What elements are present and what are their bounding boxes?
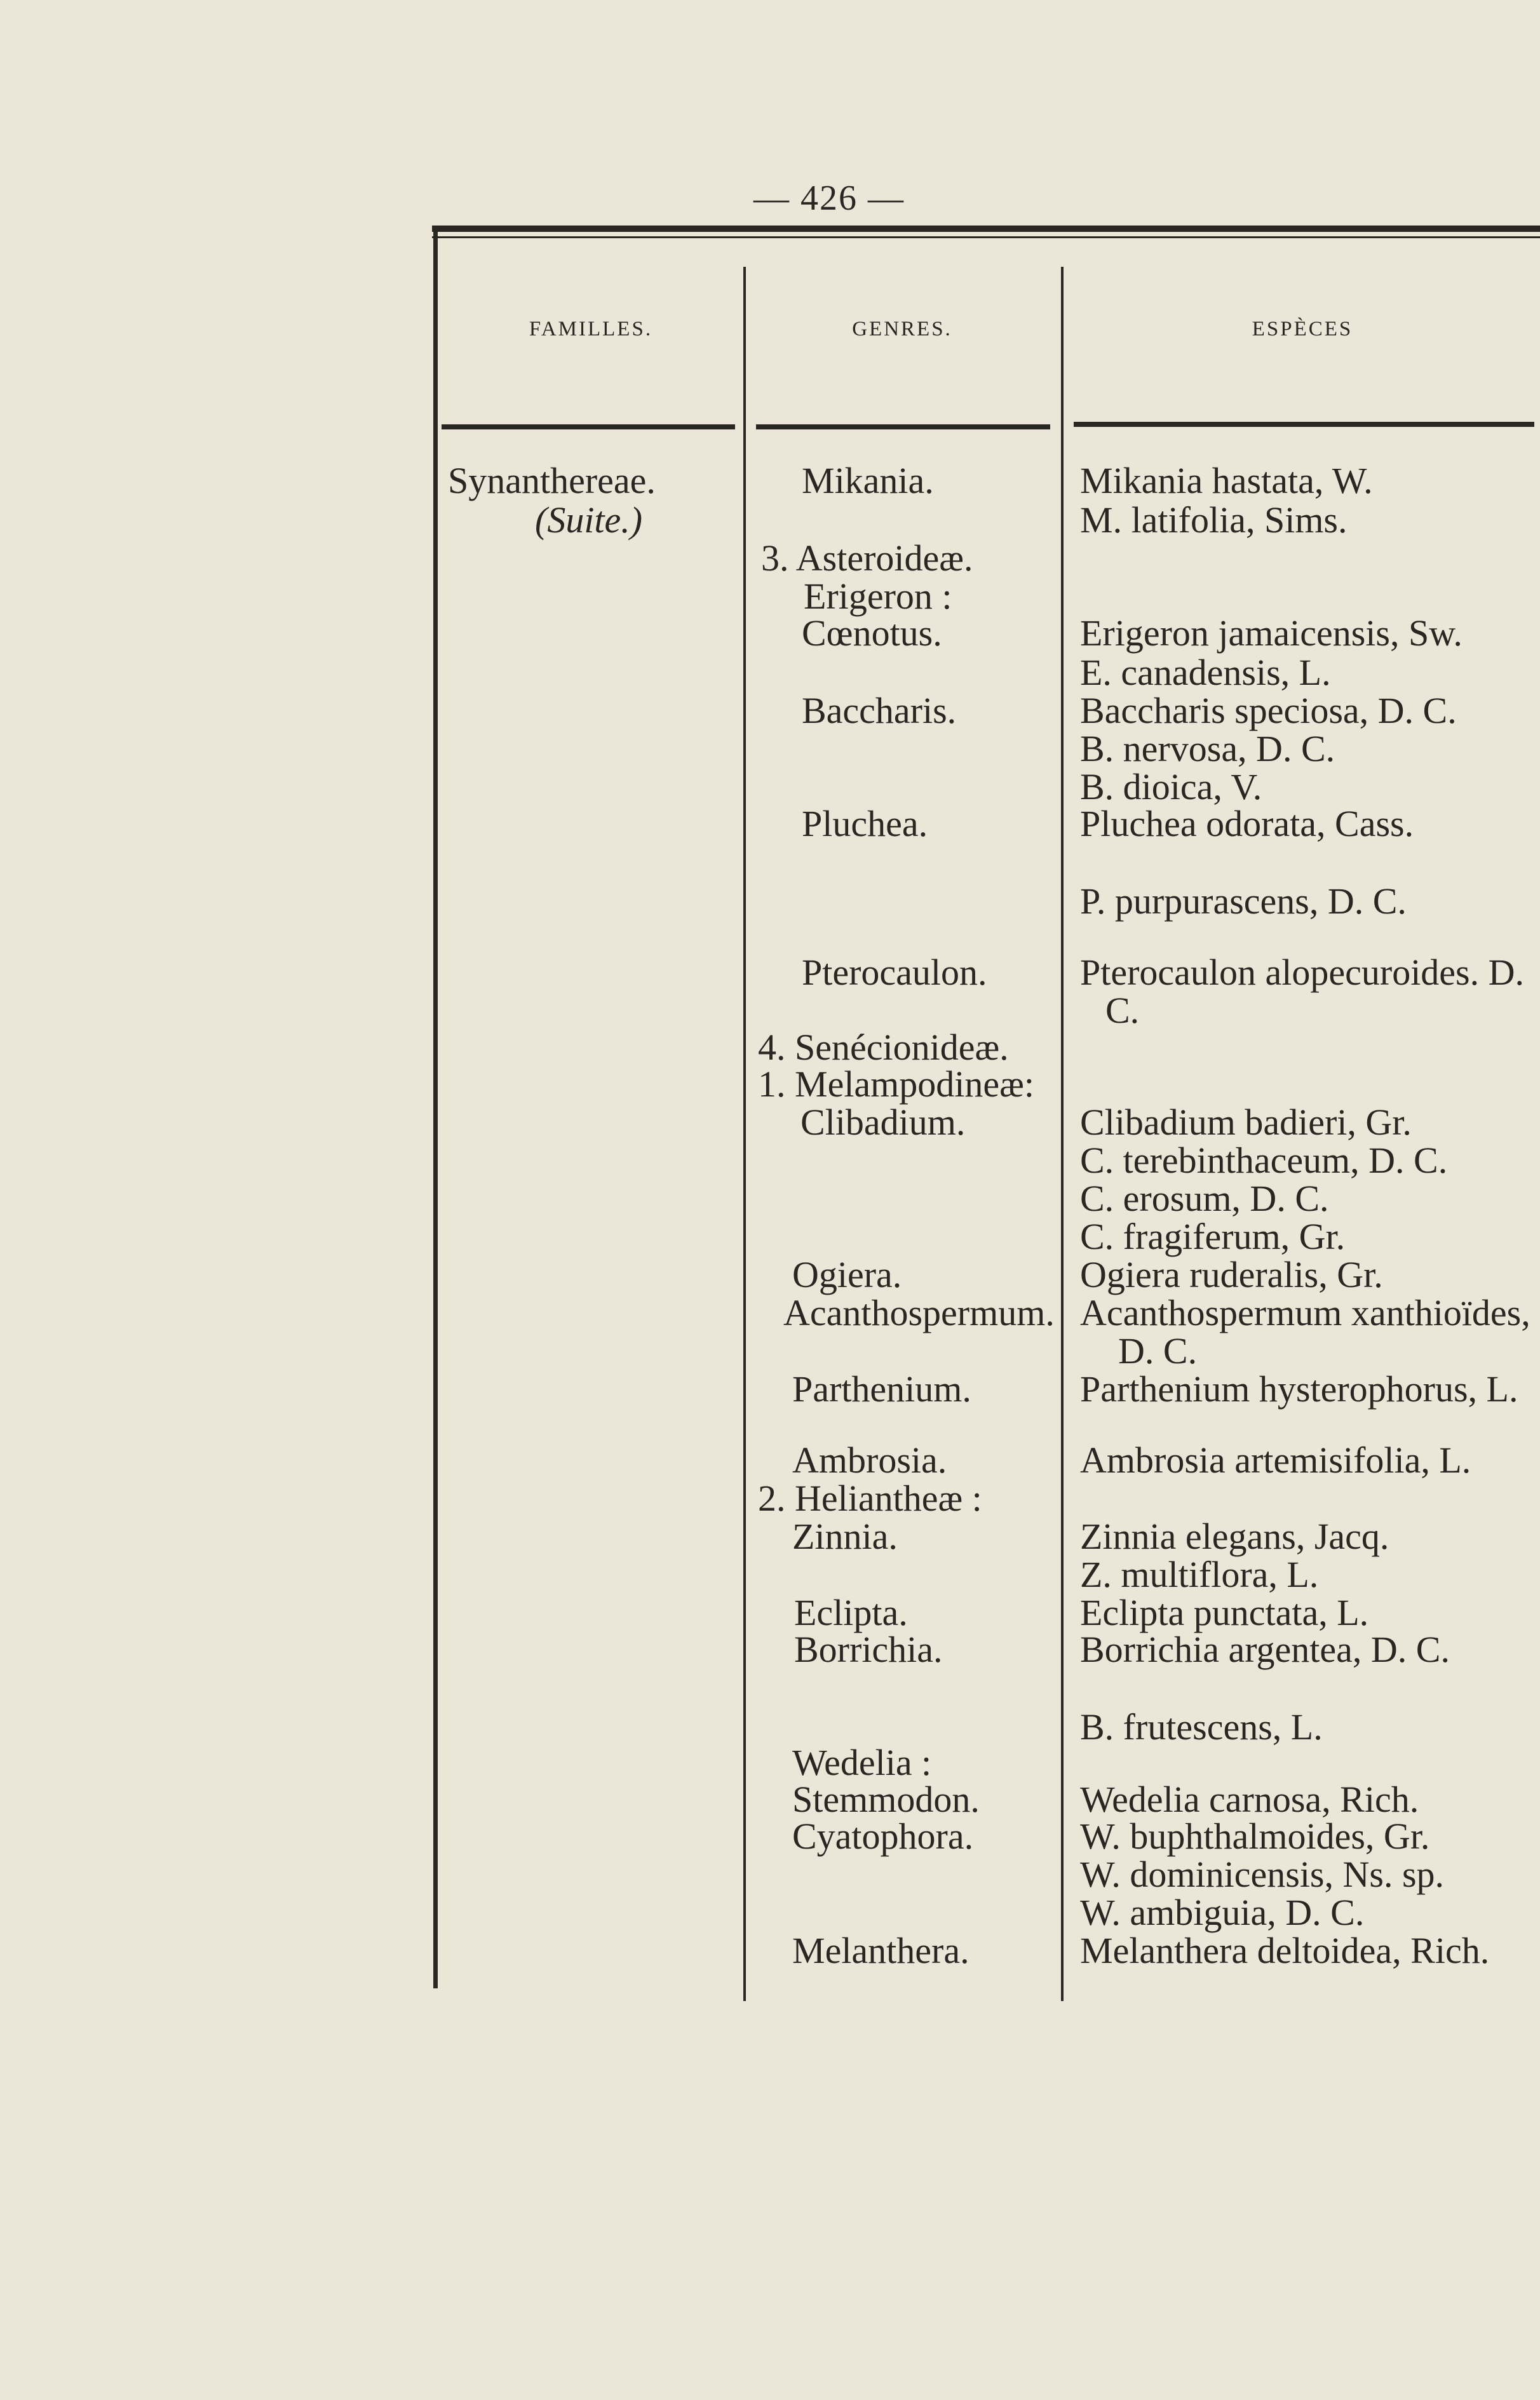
famille-name: Synanthereae. xyxy=(448,460,656,501)
genre-entry: Mikania. xyxy=(802,460,934,501)
espece-entry: B. frutescens, L. xyxy=(1080,1706,1323,1748)
espece-entry: W. dominicensis, Ns. sp. xyxy=(1080,1854,1445,1895)
espece-entry: Baccharis speciosa, D. C. xyxy=(1080,690,1457,731)
genre-entry: Ambrosia. xyxy=(792,1439,947,1481)
famille-suite: (Suite.) xyxy=(535,499,643,541)
genre-entry: Zinnia. xyxy=(792,1516,898,1557)
espece-entry: C. erosum, D. C. xyxy=(1080,1178,1329,1219)
table-top-thin-rule xyxy=(432,236,1540,238)
espece-entry: Erigeron jamaicensis, Sw. xyxy=(1080,612,1462,654)
genre-entry: Clibadium. xyxy=(800,1102,966,1143)
espece-entry: D. C. xyxy=(1118,1330,1198,1372)
espece-entry: C. fragiferum, Gr. xyxy=(1080,1216,1346,1257)
genre-entry: Borrichia. xyxy=(794,1629,943,1670)
header-rule-genres xyxy=(756,424,1050,429)
column-divider-1 xyxy=(743,267,746,2001)
espece-entry: W. ambiguia, D. C. xyxy=(1080,1892,1365,1933)
genre-entry: Acanthospermum. xyxy=(783,1292,1055,1333)
espece-entry: Pluchea odorata, Cass. xyxy=(1080,803,1414,844)
espece-entry: Pterocaulon alopecuroides. D. xyxy=(1080,952,1525,993)
genre-entry: 4. Senécionideæ. xyxy=(758,1027,1009,1068)
header-familles: FAMILLES. xyxy=(529,318,653,340)
genre-entry: Cœnotus. xyxy=(802,612,942,654)
genre-entry: 3. Asteroideæ. xyxy=(761,537,973,579)
header-rule-familles xyxy=(442,424,735,429)
espece-entry: Wedelia carnosa, Rich. xyxy=(1080,1779,1419,1820)
genre-entry: Baccharis. xyxy=(802,690,957,731)
header-genres: GENRES. xyxy=(852,318,952,340)
espece-entry: P. purpurascens, D. C. xyxy=(1080,880,1407,922)
espece-entry: M. latifolia, Sims. xyxy=(1080,499,1348,541)
espece-entry: E. canadensis, L. xyxy=(1080,652,1331,693)
espece-entry: Mikania hastata, W. xyxy=(1080,460,1373,501)
genre-entry: Cyatophora. xyxy=(792,1816,974,1857)
header-especes: ESPÈCES xyxy=(1252,318,1353,340)
espece-entry: Ogiera ruderalis, Gr. xyxy=(1080,1254,1383,1295)
espece-entry: Clibadium badieri, Gr. xyxy=(1080,1102,1412,1143)
espece-entry: Eclipta punctata, L. xyxy=(1080,1592,1369,1633)
genre-entry: Erigeron : xyxy=(804,576,952,617)
espece-entry: B. nervosa, D. C. xyxy=(1080,728,1335,769)
header-rule-especes xyxy=(1074,422,1534,427)
genre-entry: Stemmodon. xyxy=(792,1779,980,1820)
espece-entry: W. buphthalmoides, Gr. xyxy=(1080,1816,1430,1857)
genre-entry: Wedelia : xyxy=(792,1742,932,1783)
table-top-rule xyxy=(432,226,1540,232)
page-number: — 426 — xyxy=(753,179,905,218)
genre-entry: Melanthera. xyxy=(792,1930,969,1971)
espece-entry: Parthenium hysterophorus, L. xyxy=(1080,1368,1518,1410)
genre-entry: Eclipta. xyxy=(794,1592,908,1633)
espece-entry: B. dioica, V. xyxy=(1080,766,1262,807)
genre-entry: Pterocaulon. xyxy=(802,952,987,993)
espece-entry: Zinnia elegans, Jacq. xyxy=(1080,1516,1389,1557)
genre-entry: Pluchea. xyxy=(802,803,928,844)
espece-entry: Ambrosia artemisifolia, L. xyxy=(1080,1439,1471,1481)
espece-entry: Melanthera deltoidea, Rich. xyxy=(1080,1930,1490,1971)
genre-entry: Parthenium. xyxy=(792,1368,971,1410)
espece-entry: C. xyxy=(1105,990,1140,1031)
genre-entry: Ogiera. xyxy=(792,1254,902,1295)
column-divider-2 xyxy=(1061,267,1064,2001)
espece-entry: Acanthospermum xanthioïdes, xyxy=(1080,1292,1530,1333)
genre-entry: 2. Heliantheæ : xyxy=(758,1478,982,1519)
genre-entry: 1. Melampodineæ: xyxy=(758,1063,1034,1105)
table-left-border xyxy=(433,229,438,1988)
espece-entry: C. terebinthaceum, D. C. xyxy=(1080,1140,1448,1181)
espece-entry: Z. multiflora, L. xyxy=(1080,1554,1319,1595)
espece-entry: Borrichia argentea, D. C. xyxy=(1080,1629,1450,1670)
